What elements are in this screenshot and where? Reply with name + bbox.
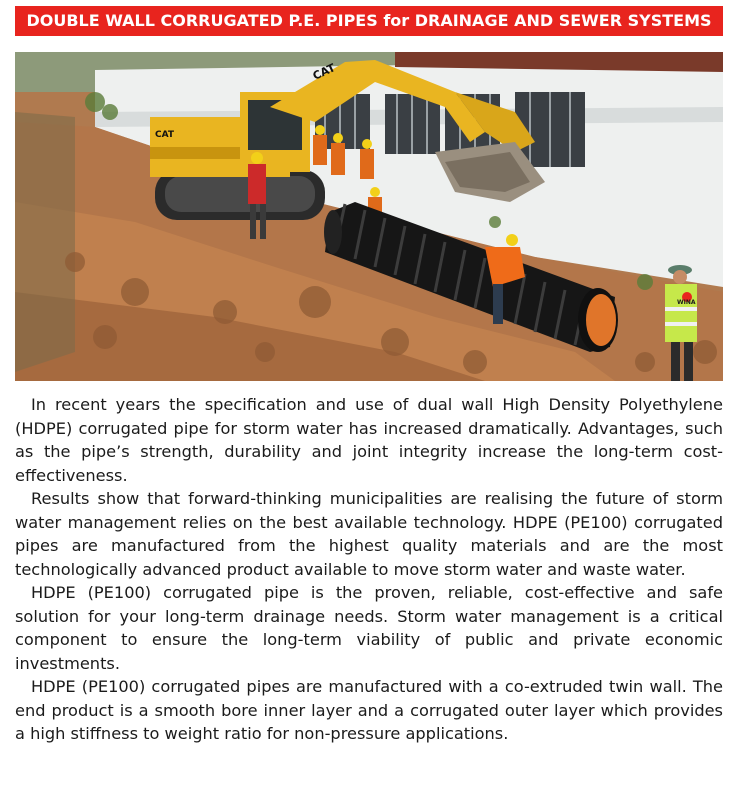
vest-badge-text: WINA <box>677 299 696 306</box>
article-body <box>15 393 723 746</box>
cat-logo-body: CAT <box>155 130 175 140</box>
paragraph: Results show that forward-thinking municipalities are realising the future of storm water management relies on the best available technology. HDPE (PE100) corrugated pipes are manufactured from the highest quality materials and are the most technologically advanced product available to move storm water and waste water. <box>15 489 723 579</box>
paragraph: HDPE (PE100) corrugated pipe is the proven, reliable, cost-effective and safe solution for your long-term drainage needs. Storm water management is a critical component to ensure the long-term viability of public and private economic investments. <box>15 583 723 673</box>
excavation-scene-illustration <box>15 52 723 381</box>
header-banner: DOUBLE WALL CORRUGATED P.E. PIPES for DRAINAGE AND SEWER SYSTEMS <box>15 6 723 36</box>
paragraph: In recent years the specification and use of dual wall High Density Polyethylene (HDPE) corrugated pipe for storm water has increased dramatically. Advantages, such as the pipe’s strength, durability and joint integrity increase the long-term cost-effectiveness. <box>15 395 723 485</box>
paragraph: HDPE (PE100) corrugated pipes are manufactured with a co-extruded twin wall. The end product is a smooth bore inner layer and a corrugated outer layer which provides a high stiffness to weight ratio for non-pressure applications. <box>15 677 723 743</box>
cat-logo: CAT <box>310 61 338 83</box>
construction-photo <box>15 52 723 381</box>
